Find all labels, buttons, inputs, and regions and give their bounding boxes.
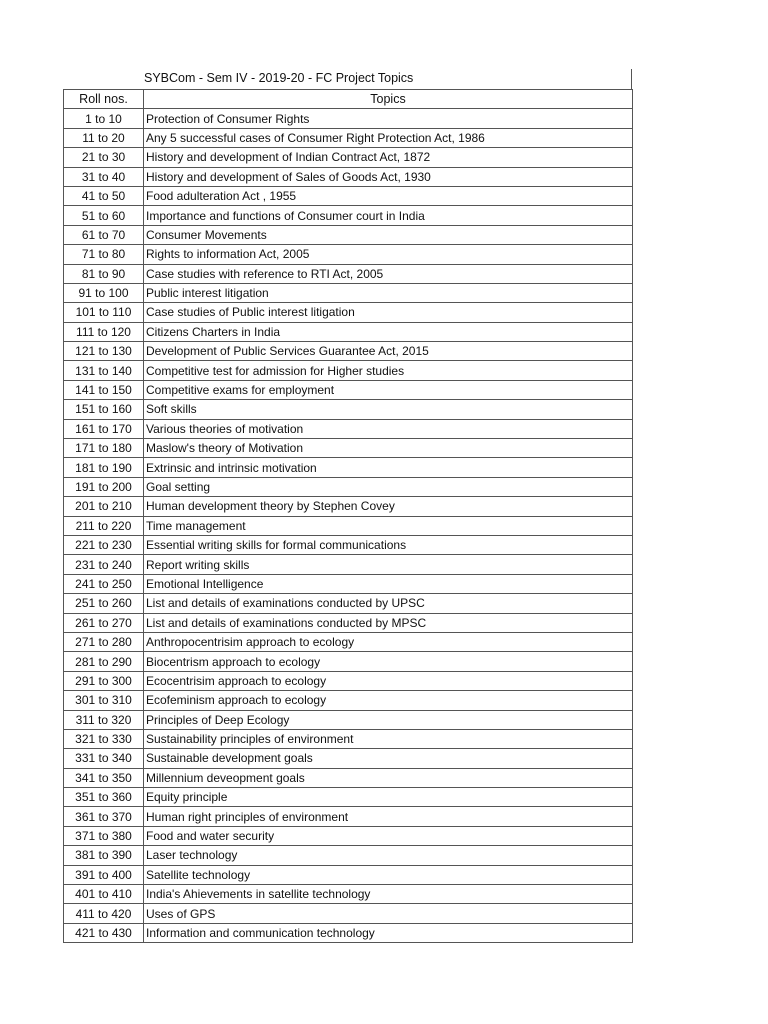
topic-cell: Rights to information Act, 2005 (144, 245, 633, 264)
table-row (64, 613, 633, 632)
topic-cell: Anthropocentrisim approach to ecology (144, 632, 633, 651)
topic-cell: Satellite technology (144, 865, 633, 884)
topic-cell: Essential writing skills for formal communications (144, 535, 633, 554)
topic-cell: Time management (144, 516, 633, 535)
roll-range-cell: 291 to 300 (64, 671, 144, 690)
title-row (63, 69, 632, 89)
table-row (64, 225, 633, 244)
topic-cell: List and details of examinations conducted by MPSC (144, 613, 633, 632)
table-row (64, 749, 633, 768)
topic-cell: Public interest litigation (144, 283, 633, 302)
table-row (64, 652, 633, 671)
roll-range-cell: 11 to 20 (64, 128, 144, 147)
sheet-title: SYBCom - Sem IV - 2019-20 - FC Project Topics (144, 71, 414, 85)
topic-cell: Food adulteration Act , 1955 (144, 186, 633, 205)
topic-cell: Citizens Charters in India (144, 322, 633, 341)
roll-range-cell: 331 to 340 (64, 749, 144, 768)
table-row (64, 380, 633, 399)
table-row (64, 186, 633, 205)
roll-range-cell: 241 to 250 (64, 574, 144, 593)
roll-range-cell: 51 to 60 (64, 206, 144, 225)
roll-range-cell: 41 to 50 (64, 186, 144, 205)
table-row (64, 109, 633, 128)
topic-cell: Case studies with reference to RTI Act, 2005 (144, 264, 633, 283)
table-row (64, 245, 633, 264)
roll-range-cell: 281 to 290 (64, 652, 144, 671)
roll-range-cell: 271 to 280 (64, 632, 144, 651)
table-row (64, 303, 633, 322)
topic-cell: Sustainability principles of environment (144, 729, 633, 748)
table-body (64, 109, 633, 943)
table-row (64, 477, 633, 496)
table-row (64, 885, 633, 904)
topic-cell: Maslow's theory of Motivation (144, 439, 633, 458)
roll-range-cell: 371 to 380 (64, 826, 144, 845)
roll-range-cell: 91 to 100 (64, 283, 144, 302)
table-row (64, 322, 633, 341)
topic-header: Topics (144, 90, 633, 109)
topic-cell: Principles of Deep Ecology (144, 710, 633, 729)
roll-range-cell: 411 to 420 (64, 904, 144, 923)
topic-cell: History and development of Sales of Goods Act, 1930 (144, 167, 633, 186)
roll-range-cell: 141 to 150 (64, 380, 144, 399)
header-row (64, 90, 633, 109)
table-row (64, 419, 633, 438)
roll-range-cell: 151 to 160 (64, 400, 144, 419)
table-row (64, 342, 633, 361)
roll-range-cell: 381 to 390 (64, 846, 144, 865)
roll-range-cell: 351 to 360 (64, 788, 144, 807)
topic-cell: Soft skills (144, 400, 633, 419)
roll-range-cell: 31 to 40 (64, 167, 144, 186)
table-row (64, 574, 633, 593)
table-row (64, 497, 633, 516)
topic-cell: Information and communication technology (144, 923, 633, 942)
topic-cell: Ecocentrisim approach to ecology (144, 671, 633, 690)
roll-range-cell: 81 to 90 (64, 264, 144, 283)
topic-cell: Ecofeminism approach to ecology (144, 691, 633, 710)
roll-range-cell: 131 to 140 (64, 361, 144, 380)
roll-range-cell: 341 to 350 (64, 768, 144, 787)
roll-range-cell: 181 to 190 (64, 458, 144, 477)
roll-range-cell: 261 to 270 (64, 613, 144, 632)
table-row (64, 458, 633, 477)
table-row (64, 632, 633, 651)
table-row (64, 729, 633, 748)
topic-cell: Biocentrism approach to ecology (144, 652, 633, 671)
topic-cell: Goal setting (144, 477, 633, 496)
topic-cell: History and development of Indian Contract Act, 1872 (144, 148, 633, 167)
project-topics-sheet (63, 69, 632, 943)
roll-header: Roll nos. (64, 90, 144, 109)
table-row (64, 923, 633, 942)
roll-range-cell: 251 to 260 (64, 594, 144, 613)
roll-range-cell: 71 to 80 (64, 245, 144, 264)
roll-range-cell: 391 to 400 (64, 865, 144, 884)
topic-cell: Importance and functions of Consumer court in India (144, 206, 633, 225)
table-row (64, 535, 633, 554)
table-row (64, 865, 633, 884)
roll-range-cell: 301 to 310 (64, 691, 144, 710)
table-row (64, 167, 633, 186)
table-row (64, 128, 633, 147)
roll-range-cell: 161 to 170 (64, 419, 144, 438)
topic-cell: Any 5 successful cases of Consumer Right Protection Act, 1986 (144, 128, 633, 147)
roll-range-cell: 211 to 220 (64, 516, 144, 535)
topic-cell: Laser technology (144, 846, 633, 865)
roll-range-cell: 421 to 430 (64, 923, 144, 942)
roll-range-cell: 21 to 30 (64, 148, 144, 167)
table-row (64, 400, 633, 419)
topic-cell: Human right principles of environment (144, 807, 633, 826)
topic-cell: Human development theory by Stephen Covey (144, 497, 633, 516)
table-row (64, 283, 633, 302)
topic-cell: Competitive exams for employment (144, 380, 633, 399)
roll-range-cell: 1 to 10 (64, 109, 144, 128)
table-row (64, 846, 633, 865)
roll-range-cell: 111 to 120 (64, 322, 144, 341)
topic-cell: List and details of examinations conducted by UPSC (144, 594, 633, 613)
topic-cell: Equity principle (144, 788, 633, 807)
topic-cell: Report writing skills (144, 555, 633, 574)
table-row (64, 904, 633, 923)
topic-cell: Case studies of Public interest litigation (144, 303, 633, 322)
topic-cell: Competitive test for admission for Higher studies (144, 361, 633, 380)
roll-range-cell: 121 to 130 (64, 342, 144, 361)
roll-range-cell: 401 to 410 (64, 885, 144, 904)
table-row (64, 555, 633, 574)
table-row (64, 264, 633, 283)
roll-range-cell: 201 to 210 (64, 497, 144, 516)
topic-cell: Protection of Consumer Rights (144, 109, 633, 128)
roll-range-cell: 231 to 240 (64, 555, 144, 574)
table-row (64, 361, 633, 380)
table-row (64, 671, 633, 690)
table-row (64, 710, 633, 729)
topic-cell: Development of Public Services Guarantee Act, 2015 (144, 342, 633, 361)
table-row (64, 768, 633, 787)
roll-range-cell: 61 to 70 (64, 225, 144, 244)
table-row (64, 807, 633, 826)
roll-range-cell: 361 to 370 (64, 807, 144, 826)
topic-cell: Sustainable development goals (144, 749, 633, 768)
topic-cell: India's Ahievements in satellite technology (144, 885, 633, 904)
roll-range-cell: 191 to 200 (64, 477, 144, 496)
roll-range-cell: 321 to 330 (64, 729, 144, 748)
table-row (64, 516, 633, 535)
table-row (64, 594, 633, 613)
topic-cell: Millennium deveopment goals (144, 768, 633, 787)
roll-range-cell: 171 to 180 (64, 439, 144, 458)
table-row (64, 691, 633, 710)
roll-range-cell: 221 to 230 (64, 535, 144, 554)
roll-range-cell: 101 to 110 (64, 303, 144, 322)
table-row (64, 206, 633, 225)
table-row (64, 148, 633, 167)
table-row (64, 439, 633, 458)
topic-cell: Extrinsic and intrinsic motivation (144, 458, 633, 477)
topic-cell: Food and water security (144, 826, 633, 845)
topic-cell: Uses of GPS (144, 904, 633, 923)
roll-range-cell: 311 to 320 (64, 710, 144, 729)
table-row (64, 826, 633, 845)
table-row (64, 788, 633, 807)
topic-cell: Emotional Intelligence (144, 574, 633, 593)
topics-table (63, 89, 633, 943)
topic-cell: Various theories of motivation (144, 419, 633, 438)
topic-cell: Consumer Movements (144, 225, 633, 244)
